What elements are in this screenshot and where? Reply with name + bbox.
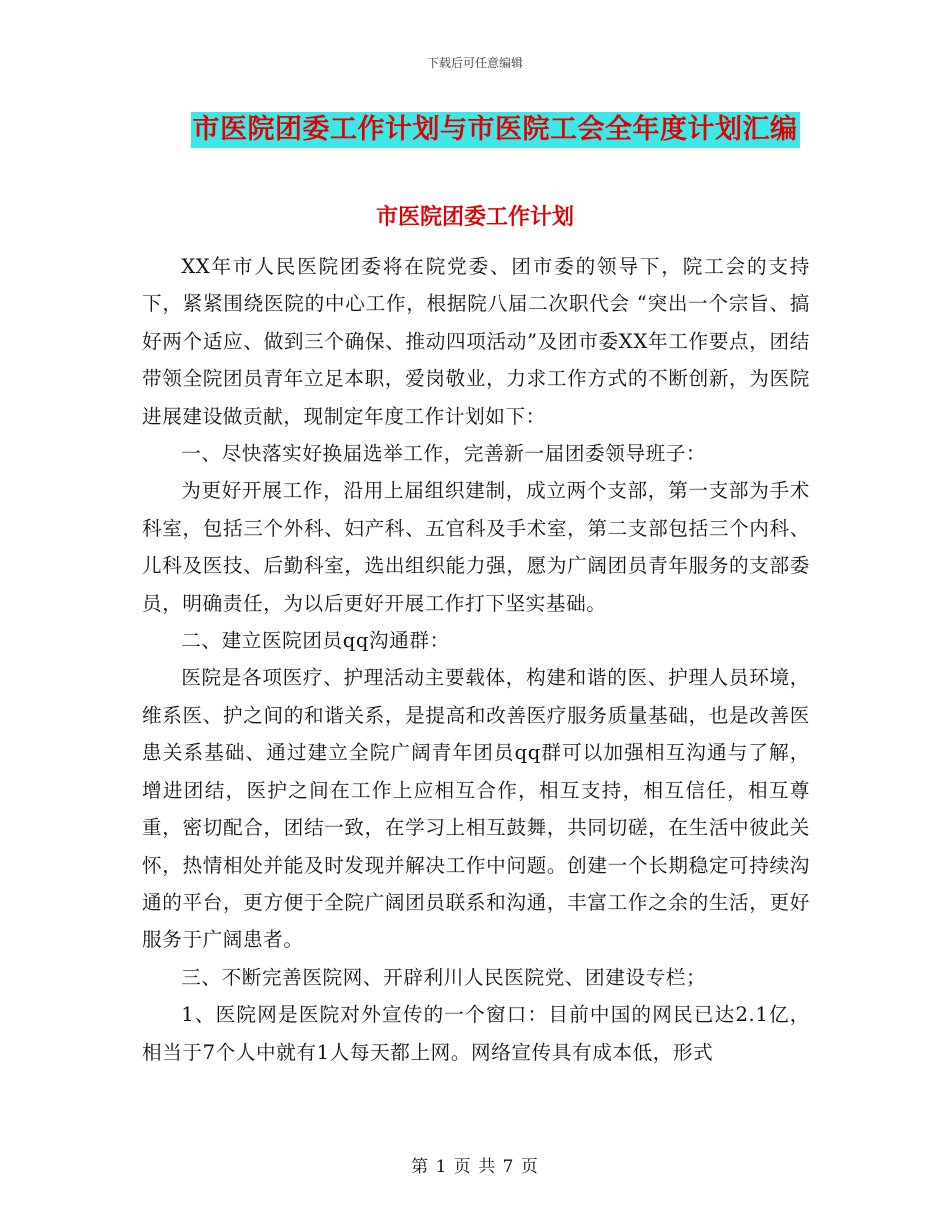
page-footer-number: 第 1 页 共 7 页 [411, 1157, 539, 1177]
paragraph-branches: 为更好开展工作，沿用上届组织建制，成立两个支部，第一支部为手术科室，包括三个外科、妇产科、五官科及手术室，第二支部包括三个内科、儿科及医技、后勤科室，选出组织能力强，愿为广阔团员青年服务的支部委员，明确责任，为以后更好开展工作打下坚实基础。 [142, 479, 810, 615]
paragraph-heading-2: 二、建立医院团员qq沟通群： [181, 629, 450, 653]
section-title: 市医院团委工作计划 [375, 204, 574, 230]
paragraph-heading-1: 一、尽快落实好换届选举工作，完善新一届团委领导班子： [181, 442, 707, 466]
paragraph-intro: XX年市人民医院团委将在院党委、团市委的领导下，院工会的支持下，紧紧围绕医院的中心工作，根据院八届二次职代会 “突出一个宗旨、搞好两个适应、做到三个确保、推动四项活动”及团市委XX年工作要点，团结带领全院团员青年立足本职，爱岗敬业，力求工作方式的不断创新，为医院进展建设做贡献，现制定年度工作计划如下： [142, 255, 810, 428]
document-title-container [0, 112, 950, 148]
paragraph-qq-group: 医院是各项医疗、护理活动主要载体，构建和谐的医、护理人员环境，维系医、护之间的和谐关系，是提高和改善医疗服务质量基础，也是改善医患关系基础、通过建立全院广阔青年团员qq群可以加强相互沟通与了解，增进团结，医护之间在工作上应相互合作，相互支持，相互信任，相互尊重，密切配合，团结一致，在学习上相互鼓舞，共同切磋，在生活中彼此关怀，热情相处并能及时发现并解决工作中问题。创建一个长期稳定可持续沟通的平台，更方便于全院广阔团员联系和沟通，丰富工作之余的生活，更好服务于广阔患者。 [142, 666, 810, 952]
page-header-note: 下载后可任意编辑 [426, 56, 523, 70]
document-title: 市医院团委工作计划与市医院工会全年度计划汇编 [191, 112, 800, 148]
document-body [142, 248, 810, 1071]
paragraph-website: 1、医院网是医院对外宣传的一个窗口：目前中国的网民已达2.1亿，相当于7个人中就有1人每天都上网。网络宣传具有成本低，形式 [142, 1003, 810, 1064]
paragraph-heading-3: 三、不断完善医院网、开辟利川人民医院党、团建设专栏； [181, 965, 707, 989]
